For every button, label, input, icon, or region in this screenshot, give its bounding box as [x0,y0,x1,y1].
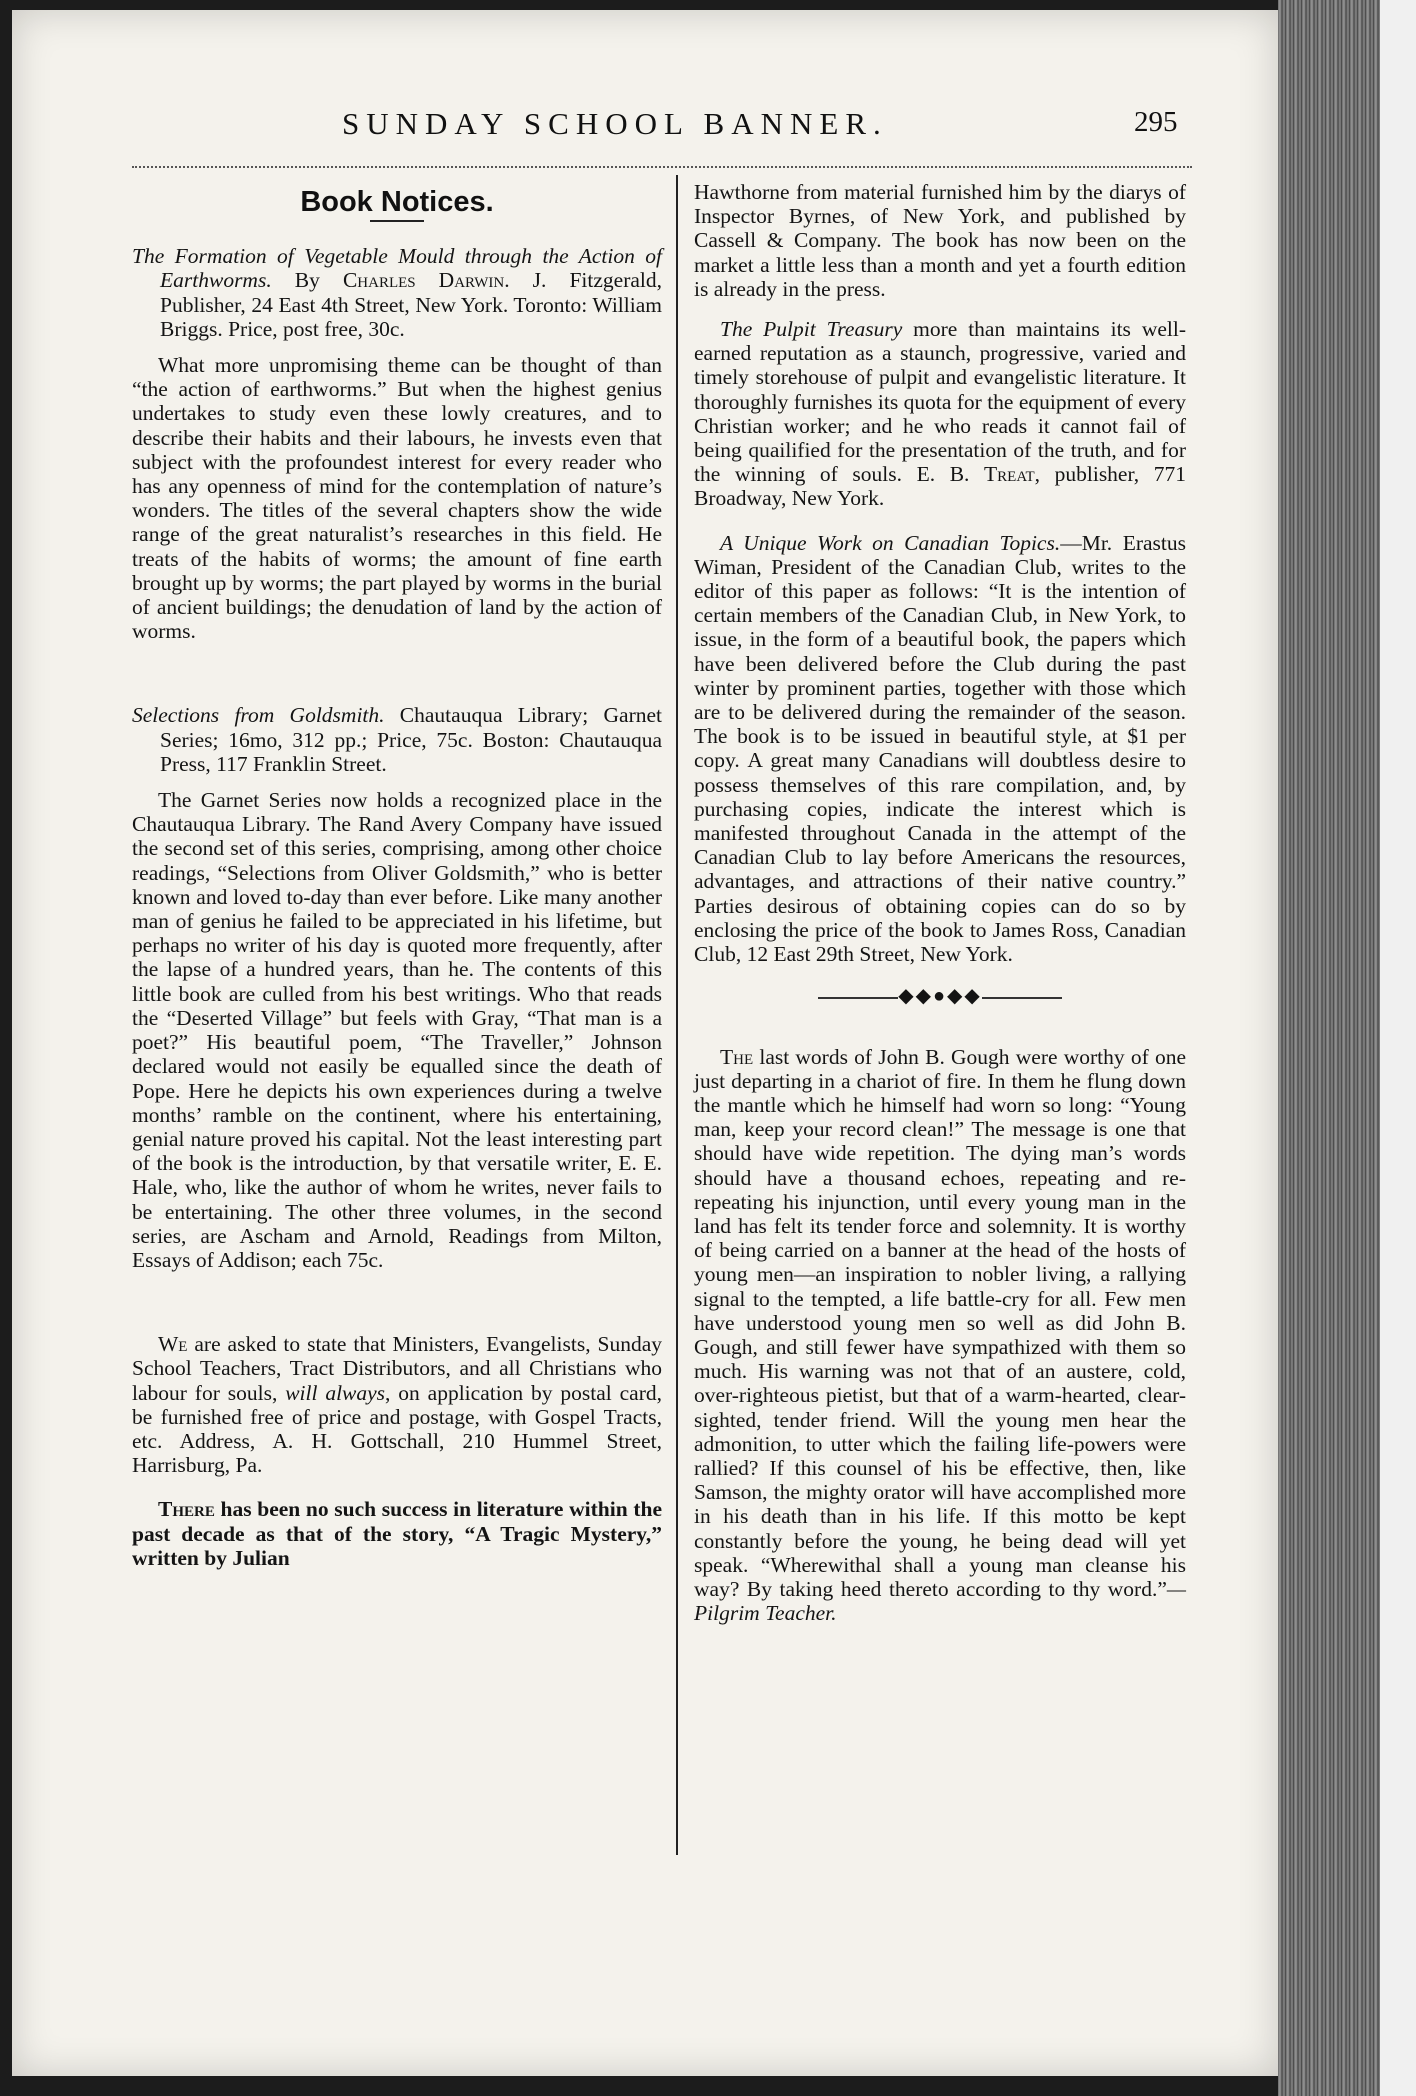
notice-text: are asked to state that Ministers, Evangelists, Sunday School Teachers, Tract Distributors, and all Christians who labour for souls, [132,1332,662,1405]
notice-text: has been no such success in literature within the past decade as that of the story, “A Tragic Mystery,” written by Julian [132,1497,662,1570]
notice-body-goldsmith: The Garnet Series now holds a recognized place in the Chautauqua Library. The Rand Avery Company have issued the second set of this series, comprising, among other choice readings, “Selections from Oliver Goldsmith,” who is better known and loved to-day than ever before. Like many another man of genius he failed to be appreciated in his lifetime, but perhaps no writer of his day is quoted more frequently, after the lapse of a hundred years, than he. The contents of this little book are culled from his best writings. Who that reads the “Deserted Village” but feels with Gray, “That man is a poet?” His beautiful poem, “The Traveller,” Johnson declared would not easily be equalled since the death of Pope. Here he depicts his own experiences during a twelve months’ ramble on the continent, where his entertaining, genial nature proved his capital. Not the least interesting part of the book is the introduction, by that versatile writer, E. E. Hale, who, like the author of whom he writes, never fails to be entertaining. The other three volumes, in the second series, are Ascham and Arnold, Readings from Milton, Essays of Addison; each 75c. [132,788,662,1272]
notice-entry-darwin [132,244,662,341]
right-column [694,180,1186,1629]
book-title: The Pulpit Treasury [720,317,903,342]
notice-text: , on application by postal card, be furnished free of price and postage, with Gospel Tracts, etc. Address, A. H. Gottschall, 210 Hummel Street, Harrisburg, Pa. [132,1380,663,1478]
book-title: Selections from Goldsmith. [132,703,385,728]
notice-tracts [132,1332,662,1477]
notice-canadian-topics [694,531,1186,967]
ornament-divider [694,984,1186,1008]
entry-details: Chautauqua Library; Garnet Series; 16mo, 312 pp.; Price, 75c. Boston: Chautauqua Press, 117 Franklin Street. [160,703,662,776]
scan-margin [1380,0,1416,2096]
notice-tragic-mystery [132,1497,662,1570]
publisher-name: Treat [984,462,1035,487]
page-number: 295 [1134,106,1178,138]
notice-text: more than maintains its well-earned reputation as a staunch, progressive, varied and timely storehouse of pulpit and evangelistic literature. It thoroughly furnishes its quota for the equipment of every Christian worker; and he who reads it cannot fail of being quailified for the presentation of the truth, and for the winning of souls. E. B. [694,317,1187,487]
column-divider [676,175,678,1855]
left-column [132,180,662,1574]
continuation-text: Hawthorne from material furnished him by the diarys of Inspector Byrnes, of New York, and published by Cassell & Company. The book has now been on the market a little less than a month and yet a fourth edition is already in the press. [694,180,1186,301]
author-name: Charles Darwin [342,268,505,293]
notice-text: —Mr. Erastus Wiman, President of the Canadian Club, writes to the editor of this paper as follows: “It is the intention of certain members of the Canadian Club, in New York, to issue, in the form of a beautiful book, the papers which have been delivered before the Club during the past winter by prominent parties, together with those which are to be delivered during the remainder of the season. The book is to be issued in beautiful style, at $1 per copy. A great many Canadians will doubtless desire to possess themselves of this rare compilation, and, by purchasing copies, indicate the interest which is manifested throughout Canada in the attempt of the Canadian Club to lay before Americans the resources, advantages, and attractions of their native country.” Parties desirous of obtaining copies can do so by enclosing the price of the book to James Ross, Canadian Club, 12 East 29th Street, New York. [694,530,1186,967]
lead-word: The [720,1044,754,1069]
notice-text: , publisher, 771 Broadway, New York. [694,462,1186,511]
lead-word: There [158,1497,215,1522]
book-title: The Formation of Vegetable Mould through the Action of Earthworms. [132,244,662,293]
entry-by: By [271,268,343,293]
book-title: A Unique Work on Canadian Topics. [720,530,1061,555]
entry-details: . J. Fitzgerald, Publisher, 24 East 4th Street, New York. Toronto: William Briggs. Price, post free, 30c. [160,268,662,341]
notice-text: last words of John B. Gough were worthy of one just departing in a chariot of fire. In them he flung down the mantle which he himself had worn so long: “Young man, keep your record clean!” The message is one that should have wide repetition. The dying man’s words should have a thousand echoes, repeating and re-repeating his injunction, until every young man in the land has felt its tender force and solemnity. It is worthy of being carried on a banner at the head of the hosts of young men—an inspiration to nobler living, a rallying signal to the tempted, a life battle-cry for all. Few men have understood young men so well as did John B. Gough, and still fewer have sympathized with them so much. His warning was not that of an austere, cold, over-righteous pietist, but that of a warm-hearted, clear-sighted, tender friend. Will the young men hear the admonition, to utter which the failing life-powers were rallied? If this counsel of his be effective, then, like Samson, the mighty orator will have accomplished more in his death than in his life. If this motto be kept constantly before the young, he being dead will yet speak. “Wherewithal shall a young man cleanse his way? By taking heed thereto according to thy word.” [694,1044,1186,1601]
ornament: ◆◆●◆◆ [898,985,982,1008]
title-rule [370,220,424,222]
notice-pulpit-treasury [694,317,1186,511]
notice-gough [694,1045,1186,1626]
lead-word: We [158,1332,188,1357]
source-citation: —Pilgrim Teacher. [694,1576,1186,1626]
section-title: Book Notices. [300,186,494,218]
notice-entry-goldsmith [132,703,662,776]
emphasis: will always [285,1380,386,1405]
notice-body-darwin: What more unpromising theme can be thought of than “the action of earthworms.” But when the highest genius undertakes to study even these lowly creatures, and to describe their habits and their labours, he invests even that subject with the profoundest interest for every reader who has any openness of mind for the contemplation of nature’s wonders. The titles of the several chapters show the wide range of the great naturalist’s researches in this field. He treats of the habits of worms; the amount of fine earth brought up by worms; the part played by worms in the burial of ancient buildings; the denudation of land by the action of worms. [132,353,662,644]
running-head: SUNDAY SCHOOL BANNER. [342,106,888,141]
header-rule [132,166,1192,168]
book-page [12,10,1278,2076]
